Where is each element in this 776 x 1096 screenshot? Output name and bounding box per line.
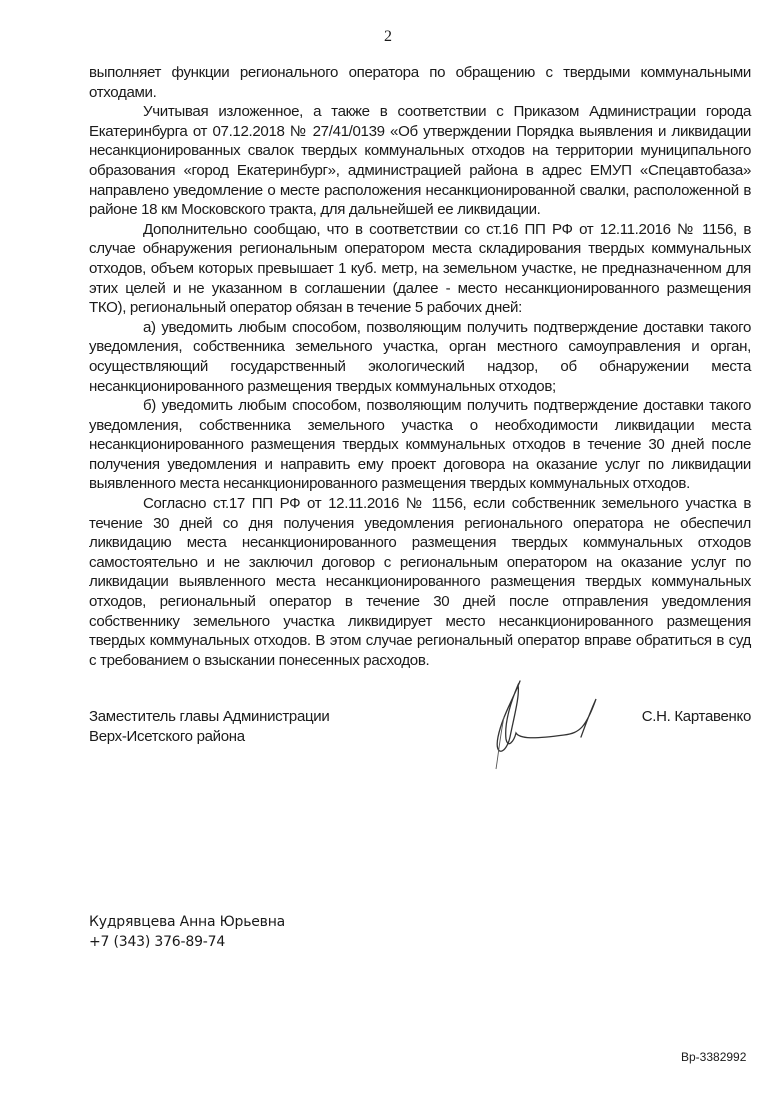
paragraph: выполняет функции регионального оператора по обращению с твердыми коммунальными отходами. bbox=[89, 64, 751, 101]
paragraph: б) уведомить любым способом, позволяющим получить подтверждение доставки такого уведомления, собственника земельного участка о необходимости ликвидации места несанкционированного размещения твердых коммунальных отходов в течение 30 дней после получения уведомления и направить ему проект договора на оказание услуг по ликвидации выявленного места несанкционированного размещения твердых коммунальных отходов. bbox=[89, 397, 751, 493]
page-number: 2 bbox=[384, 28, 392, 45]
executor-phone: +7 (343) 376-89-74 bbox=[89, 934, 226, 950]
signature-block bbox=[89, 707, 751, 797]
registration-number: Вр-3382992 bbox=[681, 1050, 747, 1064]
executor-name: Кудрявцева Анна Юрьевна bbox=[89, 914, 286, 930]
signatory-position-line1: Заместитель главы Администрации bbox=[89, 708, 330, 725]
letter-body bbox=[89, 63, 751, 670]
paragraph: Дополнительно сообщаю, что в соответствии со ст.16 ПП РФ от 12.11.2016 № 1156, в случае обнаружения региональным оператором места складирования твердых коммунальных отходов, объем которых превышает 1 куб. метр, на земельном участке, не предназначенном для этих целей и не указанном в соглашении (далее - место несанкционированного размещения ТКО), региональный оператор обязан в течение 5 рабочих дней: bbox=[89, 220, 751, 317]
signatory-position-line2: Верх-Исетского района bbox=[89, 728, 245, 745]
paragraph: а) уведомить любым способом, позволяющим получить подтверждение доставки такого уведомления, собственника земельного участка, орган местного самоуправления и орган, осуществляющий государственный экологический надзор, об обнаружении места несанкционированного размещения твердых коммунальных отходов; bbox=[89, 318, 751, 395]
signatory-name: С.Н. Картавенко bbox=[641, 708, 751, 725]
paragraph: Учитывая изложенное, а также в соответствии с Приказом Администрации города Екатеринбурга от 07.12.2018 № 27/41/0139 «Об утверждении Порядка выявления и ликвидации несанкционированных свалок твердых коммунальных отходов на территории муниципального образования «город Екатеринбург», администрацией района в адрес ЕМУП «Спецавтобаза» направлено уведомление о месте расположения несанкционированной свалки, расположенной в районе 18 км Московского тракта, для дальнейшей ее ликвидации. bbox=[89, 103, 751, 219]
signatory-position bbox=[89, 707, 329, 747]
executor-block bbox=[89, 912, 285, 952]
handwritten-signature-icon bbox=[484, 677, 614, 772]
paragraph: Согласно ст.17 ПП РФ от 12.11.2016 № 1156, если собственник земельного участка в течение 30 дней со дня получения уведомления регионального оператора не обеспечил ликвидацию места несанкционированного размещения твердых коммунальных отходов самостоятельно и не заключил договор с региональным оператором на оказание услуг по ликвидации выявленного места несанкционированного размещения твердых коммунальных отходов, региональный оператор в течение 30 дней после отправления уведомления собственнику земельного участка ликвидирует место несанкционированного размещения твердых коммунальных отходов. В этом случае региональный оператор вправе обратиться в суд с требованием о взыскании понесенных расходов. bbox=[89, 495, 751, 669]
